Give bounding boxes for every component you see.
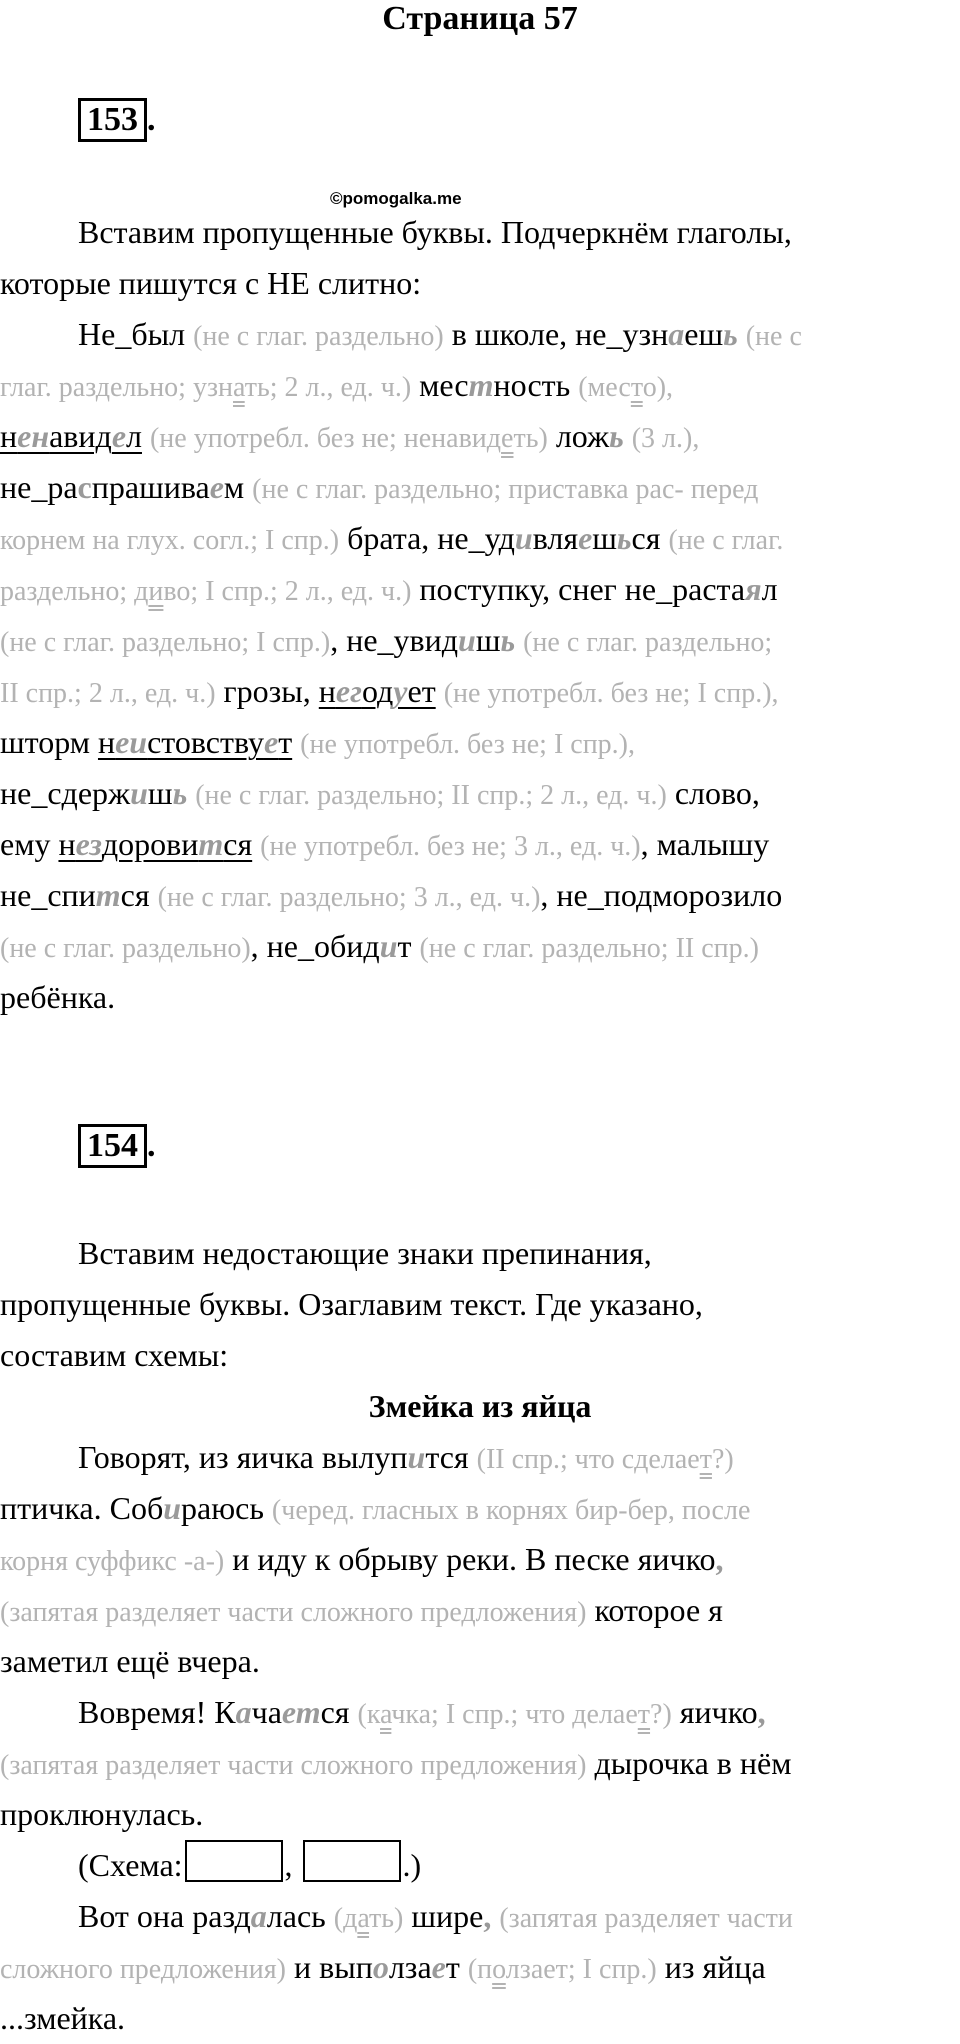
watermark: ©pomogalka.me [330,189,462,208]
text-line: (запятая разделяет части сложного предложения) дырочка в нём [0,1745,792,1781]
text-line: проклюнулась. [0,1796,204,1832]
text-line: ненавидел (не употребл. без не; ненавидеть) ложь (3 л.), [0,418,700,454]
text-line: Вовремя! Качается (качка; I спр.; что делает?) яичко, [78,1694,766,1730]
text-line: (не с глаг. раздельно), не_обидит (не с глаг. раздельно; II спр.) [0,928,759,964]
text-line: не_сдержишь (не с глаг. раздельно; II спр.; 2 л., ед. ч.) слово, [0,775,760,811]
text-line: ребёнка. [0,979,116,1015]
exercise-154-text [0,1228,960,2044]
scheme-box [303,1840,401,1882]
text-line: ему нездоровится (не употребл. без не; 3 л., ед. ч.), малышу [0,826,770,862]
text-line: Не_был (не с глаг. раздельно) в школе, не_узнаешь (не с [78,316,802,352]
page-title: Страница 57 [382,0,578,37]
text-line: заметил ещё вчера. [0,1643,260,1679]
exercise-153-text [0,207,960,1023]
text-line: Говорят, из яичка вылупится (II спр.; что сделает?) [78,1439,734,1475]
intro-line: Вставим недостающие знаки препинания, [78,1235,652,1271]
text-line: не_распрашиваем (не с глаг. раздельно; приставка рас- перед [0,469,759,505]
text-line: не_спится (не с глаг. раздельно; 3 л., ед. ч.), не_подморозило [0,877,783,913]
text-line: корнем на глух. согл.; I спр.) брата, не_удивляешься (не с глаг. [0,520,784,556]
text-line: ...змейка. [0,2000,126,2036]
intro-line: пропущенные буквы. Озаглавим текст. Где указано, [0,1286,703,1322]
text-line: корня суффикс -а-) и иду к обрыву реки. В песке яичко, [0,1541,724,1577]
text-line: (не с глаг. раздельно; I спр.), не_увидишь (не с глаг. раздельно; [0,622,773,658]
exercise-153-number: 153 . [78,98,156,142]
intro-line: Вставим пропущенные буквы. Подчеркнём глаголы, [78,214,792,250]
scheme-line: (Схема: , .) [0,1840,960,1891]
text-line: сложного предложения) и выползает (ползает; I спр.) из яйца [0,1949,766,1985]
intro-line: которые пишутся с НЕ слитно: [0,265,422,301]
text-line: II спр.; 2 л., ед. ч.) грозы, негодует (не употребл. без не; I спр.), [0,673,779,709]
text-line: птичка. Собираюсь (черед. гласных в корнях бир-бер, после [0,1490,751,1526]
text-line: шторм неистовствует (не употребл. без не; I спр.), [0,724,636,760]
scheme-box [185,1840,283,1882]
exercise-154-number: 154 . [78,1124,156,1168]
text-line: раздельно; диво; I спр.; 2 л., ед. ч.) поступку, снег не_растаял [0,571,778,607]
intro-line: составим схемы: [0,1337,229,1373]
text-line: (запятая разделяет части сложного предложения) которое я [0,1592,723,1628]
text-line: Вот она раздалась (дать) шире, (запятая разделяет части [78,1898,793,1934]
text-heading: Змейка из яйца [368,1388,592,1424]
text-line: глаг. раздельно; узнать; 2 л., ед. ч.) местность (место), [0,367,674,403]
